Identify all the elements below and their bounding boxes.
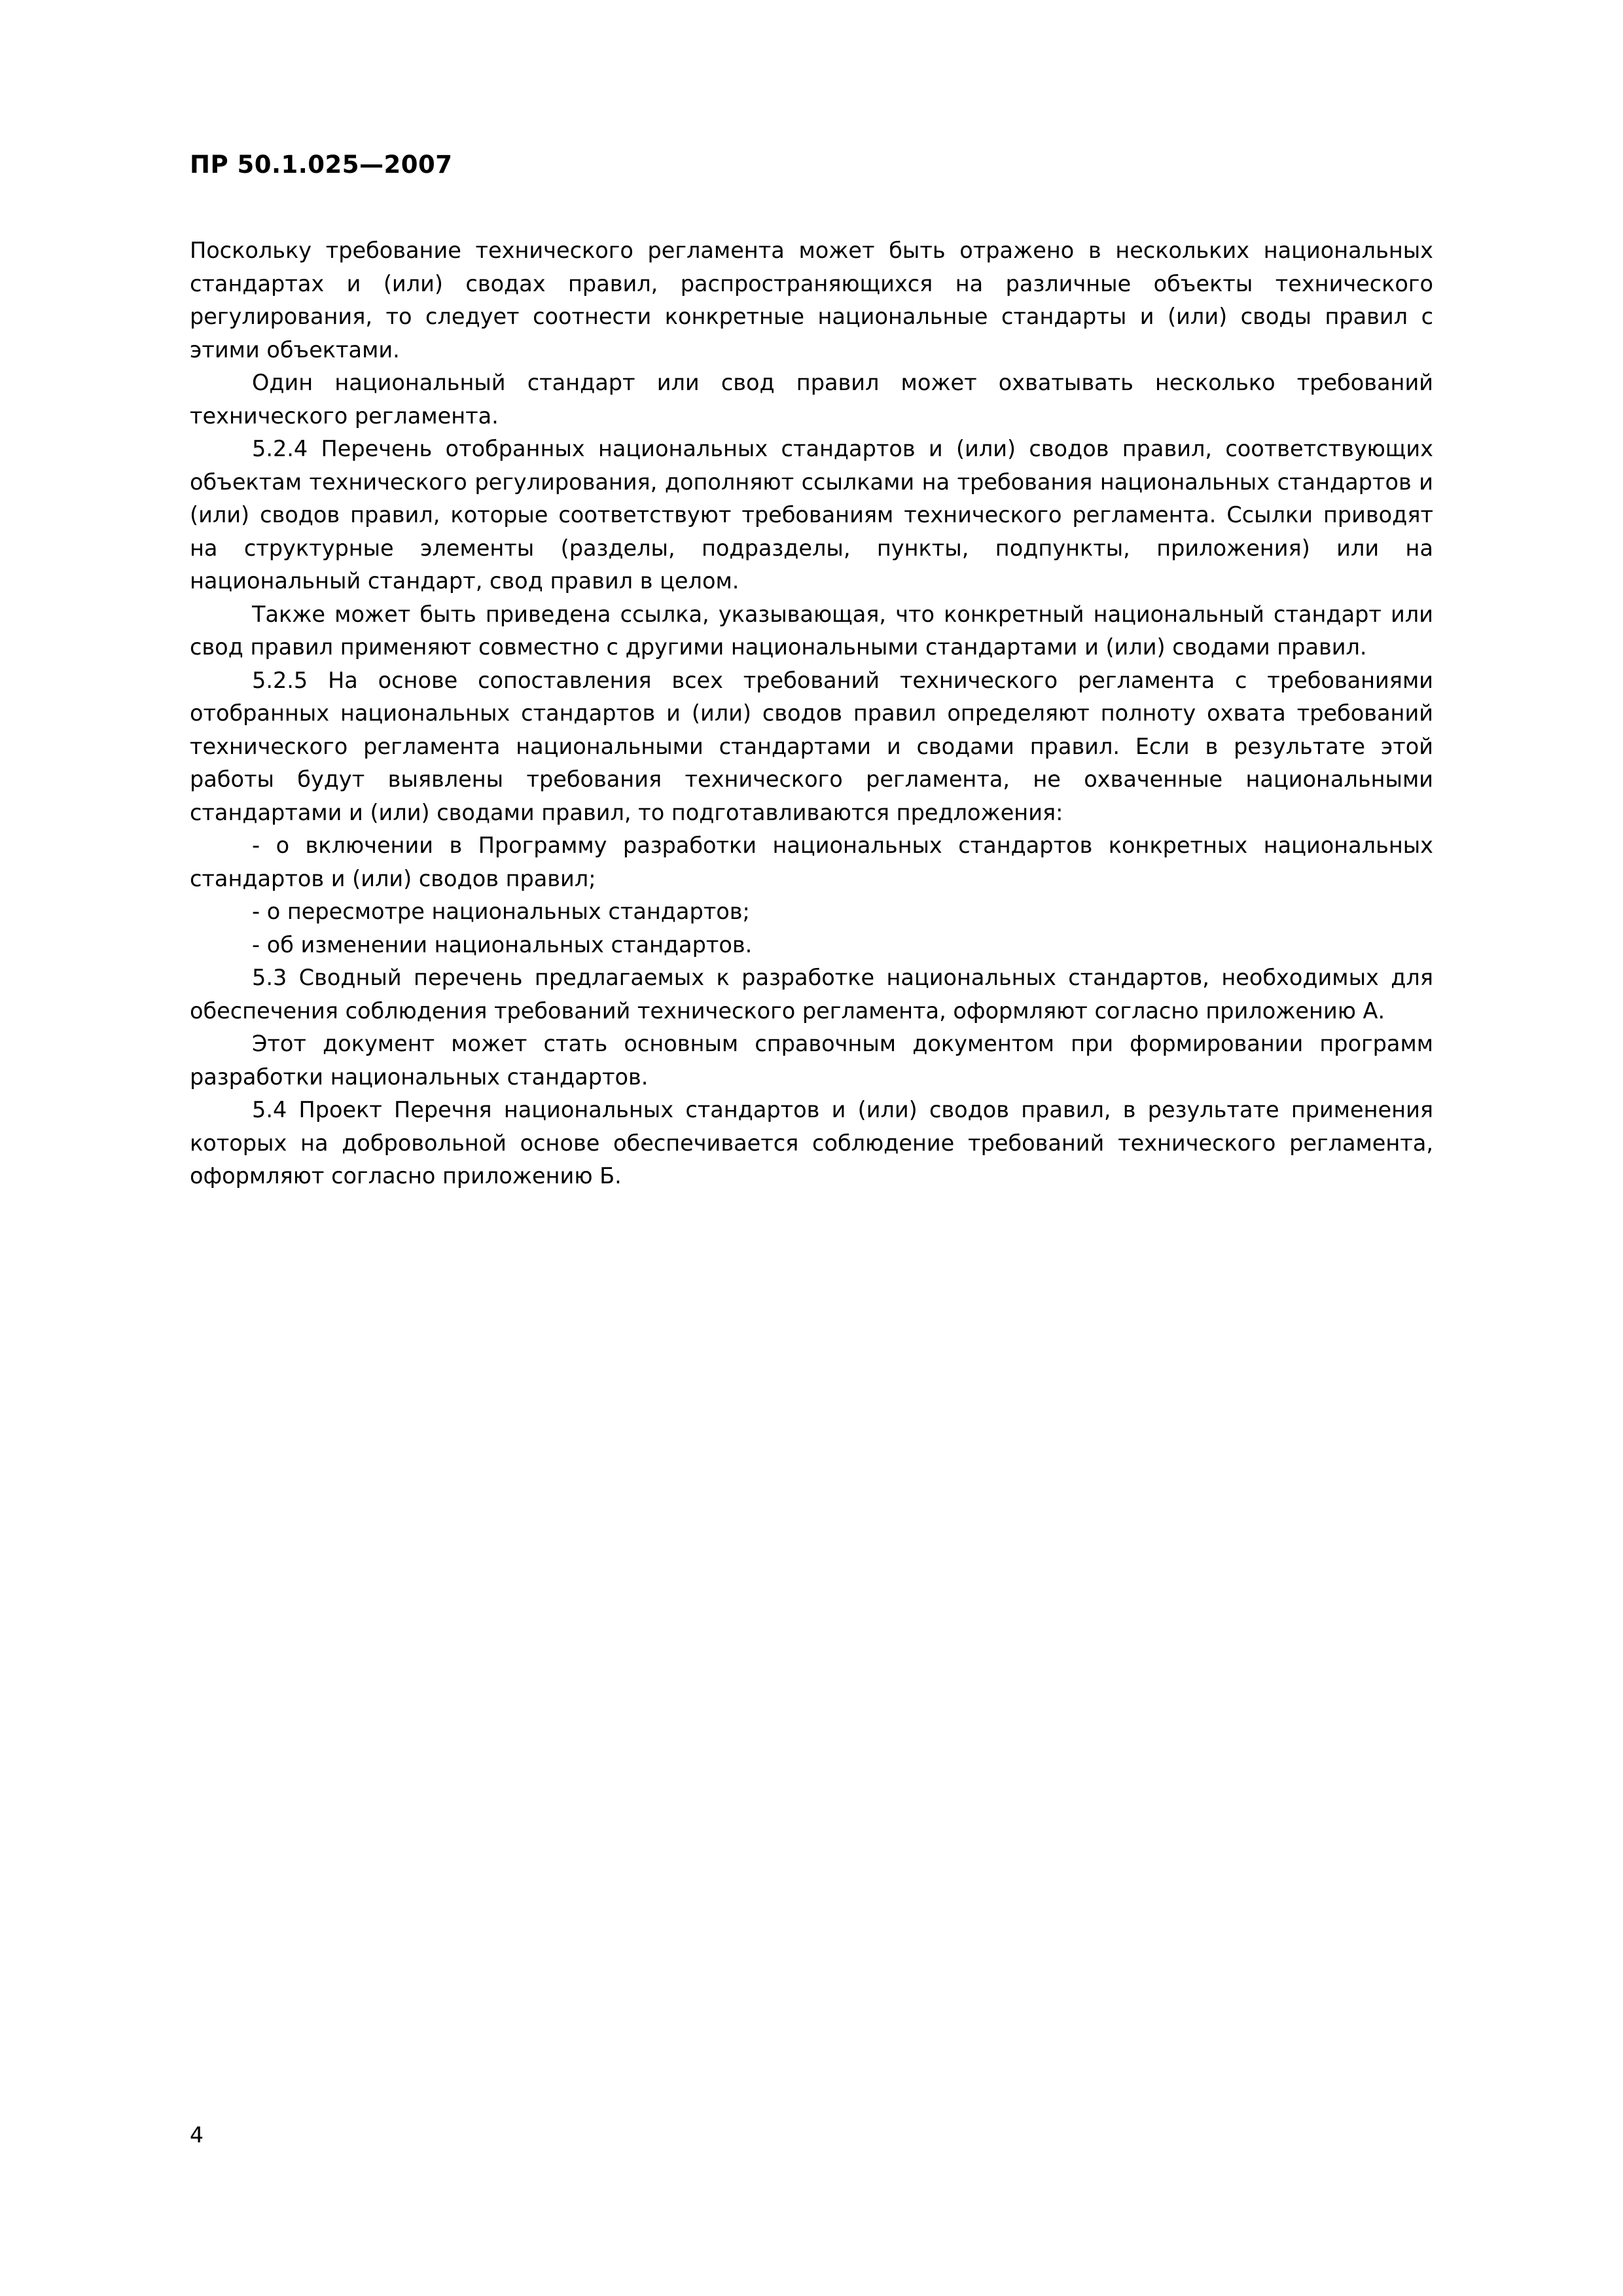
- clause-5-4: 5.4 Проект Перечня национальных стандартов и (или) сводов правил, в результате применения которых на добровольной основе обеспечивается соблюдение требований технического регламента, оформляют согласно приложению Б.: [190, 1097, 1433, 1189]
- page-content: [190, 151, 1433, 1193]
- clause-5-3: 5.3 Сводный перечень предлагаемых к разработке национальных стандартов, необходимых для обеспечения соблюдения требований технического регламента, оформляют согласно приложению А.: [190, 965, 1433, 1024]
- body-paragraph: Также может быть приведена ссылка, указывающая, что конкретный национальный стандарт или свод правил применяют совместно с другими национальными стандартами и (или) сводами правил.: [190, 601, 1433, 660]
- body-paragraph: Поскольку требование технического регламента может быть отражено в нескольких национальных стандартах и (или) сводах правил, распространяющихся на различные объекты технического регулирования, то следует соотнести конкретные национальные стандарты и (или) своды правил с этими объектами.: [190, 238, 1433, 363]
- body-paragraph: Этот документ может стать основным справочным документом при формировании программ разработки национальных стандартов.: [190, 1031, 1433, 1090]
- page-number: 4: [190, 2122, 204, 2147]
- list-item: - об изменении национальных стандартов.: [252, 931, 753, 958]
- list-item: - о пересмотре национальных стандартов;: [252, 899, 750, 924]
- list-item: - о включении в Программу разработки национальных стандартов конкретных национальных стандартов и (или) сводов правил;: [190, 833, 1433, 891]
- body-paragraph: Один национальный стандарт или свод правил может охватывать несколько требований технического регламента.: [190, 370, 1433, 429]
- document-header: ПР 50.1.025—2007: [190, 151, 453, 179]
- clause-5-2-4: 5.2.4 Перечень отобранных национальных стандартов и (или) сводов правил, соответствующих объектам технического регулирования, дополняют ссылками на требования национальных стандартов и (или) сводов правил, которые соответствуют требованиям технического регламента. Ссылки приводят на структурные элементы (разделы, подразделы, пункты, подпункты, приложения) или на национальный стандарт, свод правил в целом.: [190, 436, 1433, 594]
- clause-5-2-5: 5.2.5 На основе сопоставления всех требований технического регламента с требованиями отобранных национальных стандартов и (или) сводов правил определяют полноту охвата требований технического регламента национальными стандартами и сводами правил. Если в результате этой работы будут выявлены требования технического регламента, не охваченные национальными стандартами и (или) сводами правил, то подготавливаются предложения:: [190, 667, 1433, 825]
